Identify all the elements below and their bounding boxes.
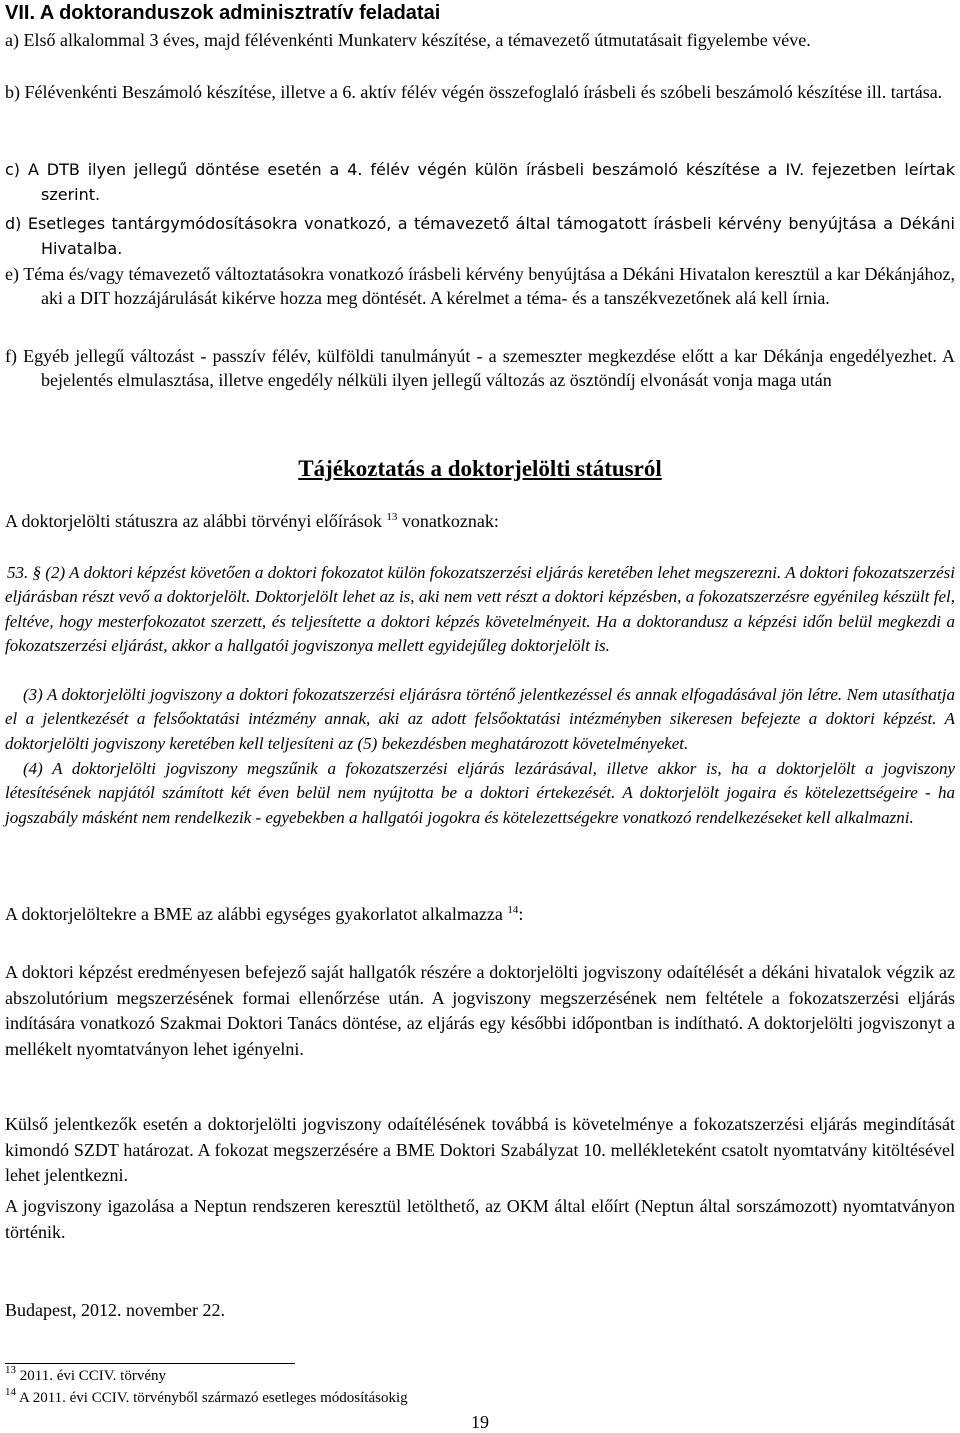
footnote: $^{13}$ 2011. évi CCIV. törvény [5, 1364, 166, 1384]
law-paragraph-53: 53. § (2) A doktori képzést követően a doktori fokozatot külön fokozatszerzési eljárás keretében lehet megszerezni. A doktori fokozatszerzési eljárásban részt vevő a doktorjelölt. Doktorjelölt lehet az is, aki nem vett részt a doktori képzésben, a fokozatszerzésre egyénileg készült fel, feltéve, hogy mesterfokozatot szerzett, és teljesítette a doktori képzés követelményeit. Ha a doktorandusz a képzési időn belül megkezdi a fokozatszerzési eljárást, akkor a hallgatói jogviszonya mellett egyidejűleg doktorjelölt is. [5, 563, 955, 655]
date-line: Budapest, 2012. november 22. [5, 1300, 225, 1320]
list-item: b) Félévenkénti Beszámoló készítése, illetve a 6. aktív félév végén összefoglaló írásbeli és szóbeli beszámoló készítése ill. tartása. [5, 82, 943, 102]
list-item: c) A DTB ilyen jellegű döntése esetén a 4. félév végén külön írásbeli beszámoló készítése a IV. fejezetben leírtak szerint. [5, 160, 956, 204]
paragraph-own-students: A doktori képzést eredményesen befejező saját hallgatók részére a doktorjelölti jogviszony odaítélését a dékáni hivatalok végzik az abszolutórium megszerzésének formai ellenőrzése után. A jogviszony megszerzésének nem feltétele a fokozatszerzési eljárás indítására vonatkozó Szakmai Doktori Tanács döntése, az eljárás egy későbbi időpontban is indítható. A doktorjelölti jogviszonyt a mellékelt nyomtatványon lehet igényelni. [5, 962, 955, 1059]
chapter-heading: VII. A doktoranduszok adminisztratív feladatai [5, 2, 441, 24]
law-paragraph-3: (3) A doktorjelölti jogviszony a doktori fokozatszerzési eljárásra történő jelentkezéssel és annak elfogadásával jön létre. Nem utasíthatja el a jelentkezését a felsőoktatási intézmény annak, aki az adott felsőoktatási intézményben sikeresen befejezte a doktori képzést. A doktorjelölti jogviszony keretében kell teljesíteni az (5) bekezdésben meghatározott követelményeket. [5, 685, 955, 753]
intro-paragraph: A doktorjelölti státuszra az alábbi törvényi előírások $^{13}$ vonatkoznak: [5, 511, 499, 531]
law-paragraph-4: (4) A doktorjelölti jogviszony megszűnik a fokozatszerzési eljárás lezárásával, illetve akkor is, ha a doktorjelölt a jogviszony létesítésének napjától számított két éven belül nem nyújtotta be a doktori értekezését. A doktorjelölt jogaira és kötelezettségeire - ha jogszabály másként nem rendelkezik - egyebekben a hallgatói jogokra és kötelezettségekre vonatkozó rendelkezéseket kell alkalmazni. [5, 759, 955, 827]
list-item: f) Egyéb jellegű változást - passzív félév, külföldi tanulmányút - a szemeszter megkezdése előtt a kar Dékánja engedélyezhet. A bejelentés elmulasztása, illetve engedély nélküli ilyen jellegű változás az ösztöndíj elvonását vonja maga után [5, 346, 955, 390]
footnote-separator [5, 1363, 295, 1364]
page-number: 19 [471, 1412, 489, 1432]
list-item: d) Esetleges tantárgymódosításokra vonatkozó, a témavezető által támogatott írásbeli kérvény benyújtása a Dékáni Hivatalba. [5, 214, 955, 258]
list-item: e) Téma és/vagy témavezető változtatásokra vonatkozó írásbeli kérvény benyújtása a Dékáni Hivatalon keresztül a kar Dékánjához, aki a DIT hozzájárulását kikérve hozza meg döntését. A kérelmet a téma- és a tanszékvezetőnek alá kell írnia. [5, 264, 955, 308]
footnote: $^{14}$ A 2011. évi CCIV. törvényből származó esetleges módosításokig [5, 1386, 408, 1406]
list-item: a) Első alkalommal 3 éves, majd félévenkénti Munkaterv készítése, a témavezető útmutatásait figyelembe véve. [5, 30, 811, 50]
paragraph-certificate: A jogviszony igazolása a Neptun rendszeren keresztül letölthető, az OKM által előírt (Neptun által sorszámozott) nyomtatványon történik. [5, 1196, 955, 1242]
section-title: Tájékoztatás a doktorjelölti státusról [298, 456, 662, 481]
footnote-ref: 13 [386, 511, 398, 523]
bme-practice-paragraph: A doktorjelöltekre a BME az alábbi egységes gyakorlatot alkalmazza $^{14}$: [5, 904, 524, 924]
paragraph-external-applicants: Külső jelentkezők esetén a doktorjelölti jogviszony odaítélésének továbbá is követelménye a fokozatszerzési eljárás megindítását kimondó SZDT határozat. A fokozat megszerzésére a BME Doktori Szabályzat 10. mellékleteként csatolt nyomtatvány kitöltésével lehet jelentkezni. [5, 1114, 955, 1185]
footnote-ref: 14 [507, 904, 519, 916]
